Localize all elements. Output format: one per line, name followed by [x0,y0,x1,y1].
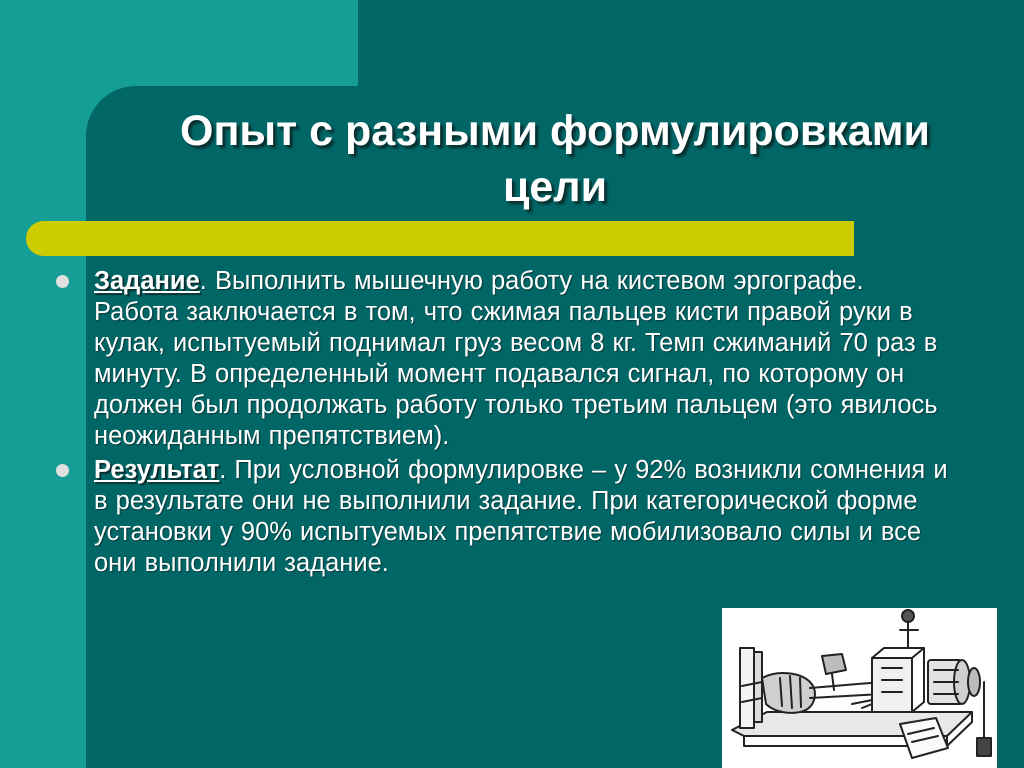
bullet-list [52,266,952,582]
slide-title [86,103,1024,215]
bullet-dot-icon [56,275,69,288]
bullet-task [52,266,952,452]
bullet-dot-icon [56,464,69,477]
bullet-term-task: Задание [94,267,200,295]
bullet-result [52,455,952,579]
bullet-term-result: Результат [94,456,220,484]
bullet-term-punct: . [199,267,207,295]
title-line-1: Опыт с разными формулировками [180,107,930,155]
accent-bar [26,221,854,256]
ergograph-illustration [722,608,997,768]
title-line-2: цели [502,163,608,211]
bullet-text-result: При условной формулировке – у 92% возникли сомнения и в результате они не выполнили задание. При категорической форме установки у 90% испытуемых препятствие мобилизовало силы и все они выполнили задание. [94,456,948,577]
bullet-term-punct: . [219,456,227,484]
ergograph-drawing [722,608,997,768]
bullet-text-task: Выполнить мышечную работу на кистевом эргографе. Работа заключается в том, что сжимая пальцев кисти правой руки в кулак, испытуемый поднимал груз весом 8 кг. Темп сжиманий 70 раз в минуту. В определенный момент подавался сигнал, по которому он должен был продолжать работу только третьим пальцем (это явилось неожиданным препятствием). [94,267,938,450]
